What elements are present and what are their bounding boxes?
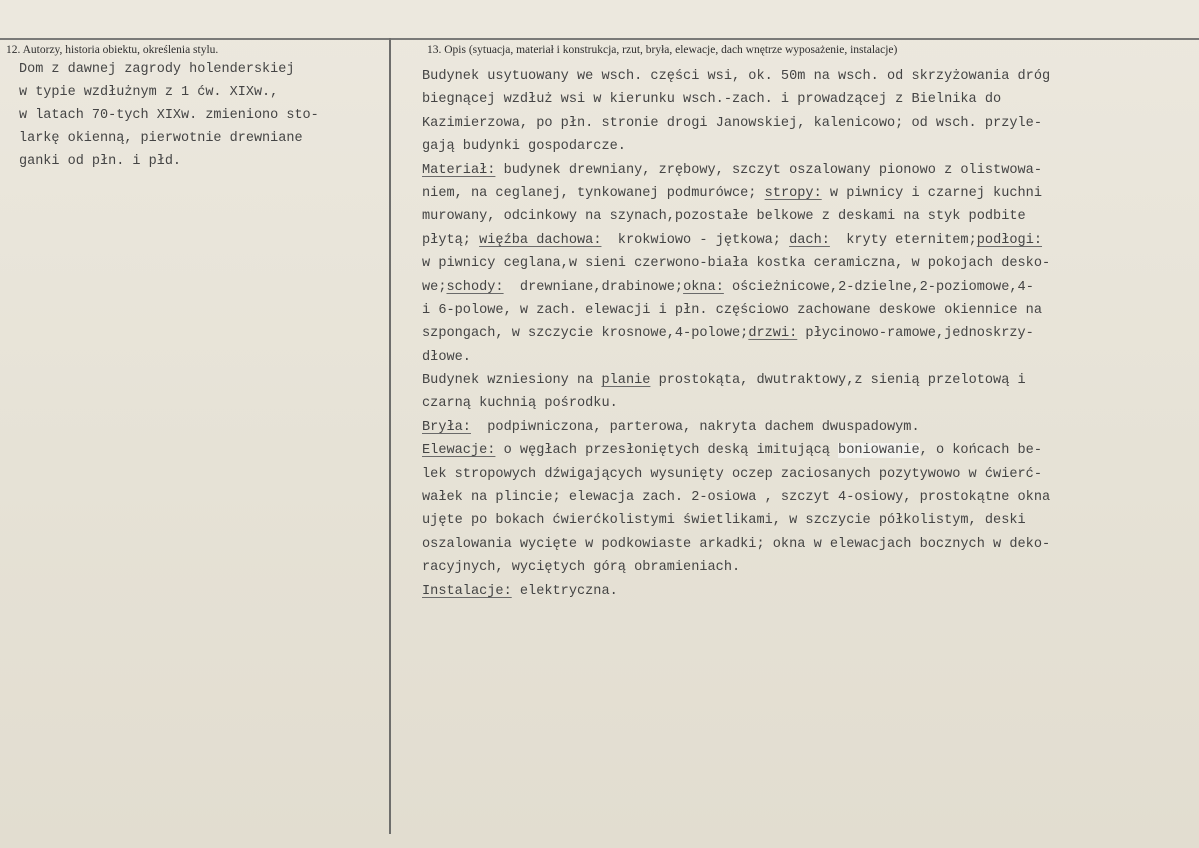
underlined-term: okna: xyxy=(683,279,724,295)
column-divider xyxy=(389,38,391,834)
text-line xyxy=(422,322,1050,345)
text-line xyxy=(422,486,1050,509)
text-segment: ujęte po bokach ćwierćkolistymi świetlikami, w szczycie półkolistym, deski xyxy=(422,513,1026,529)
text-line xyxy=(422,88,1050,111)
text-line xyxy=(422,112,1050,135)
text-segment: w piwnicy i czarnej kuchni xyxy=(821,185,1042,201)
text-segment: prostokąta, dwutraktowy,z sienią przelotową i xyxy=(650,373,1026,389)
text-segment: lek stropowych dźwigających wysunięty oczep zaciosanych pozytywowo w ćwierć- xyxy=(422,466,1042,482)
text-segment: we; xyxy=(422,279,447,295)
text-segment: wałek na plincie; elewacja zach. 2-osiowa , szczyt 4-osiowy, prostokątne okna xyxy=(422,490,1051,506)
text-segment: drewniane,drabinowe; xyxy=(503,279,684,295)
text-segment: oszalowania wycięte w podkowiaste arkadki; okna w elewacjach bocznych w deko- xyxy=(422,536,1051,552)
text-segment: murowany, odcinkowy na szynach,pozostałe belkowe z deskami na styk podbite xyxy=(422,209,1026,225)
text-line xyxy=(422,299,1050,322)
text-line: Dom z dawnej zagrody holenderskiej xyxy=(19,62,295,77)
text-segment: elektryczna. xyxy=(511,583,618,599)
underlined-term: podłogi: xyxy=(976,232,1043,248)
text-line xyxy=(422,463,1050,486)
underlined-term: schody: xyxy=(446,279,504,295)
underlined-term: Elewacje: xyxy=(422,443,496,459)
text-segment: boniowanie xyxy=(838,443,920,459)
text-line xyxy=(422,276,1050,299)
text-line xyxy=(422,392,1050,415)
text-line xyxy=(422,159,1050,182)
text-segment: czarną kuchnią pośrodku. xyxy=(422,396,618,412)
text-segment: gają budynki gospodarcze. xyxy=(422,139,626,155)
text-segment: płycinowo-ramowe,jednoskrzy- xyxy=(797,326,1034,342)
text-line xyxy=(422,533,1050,556)
text-segment: szpongach, w szczycie krosnowe,4-polowe; xyxy=(422,326,749,342)
section-13-heading: 13. Opis (sytuacja, materiał i konstrukcja, rzut, bryła, elewacje, dach wnętrze wyposażenie, instalacje) xyxy=(427,44,898,56)
section-12-heading: 12. Autorzy, historia obiektu, określenia stylu. xyxy=(6,44,219,56)
text-segment: ościeżnicowe,2-dzielne,2-poziomowe,4- xyxy=(723,279,1034,295)
text-line: w typie wzdłużnym z 1 ćw. XIXw., xyxy=(19,85,279,100)
underlined-term: drzwi: xyxy=(748,326,798,342)
text-line xyxy=(422,229,1050,252)
underlined-term: planie xyxy=(601,373,651,389)
text-line xyxy=(422,65,1050,88)
text-segment: Kazimierzowa, po płn. stronie drogi Janowskiej, kalenicowo; od wsch. przyle- xyxy=(422,115,1042,131)
text-line: larkę okienną, pierwotnie drewniane xyxy=(19,131,303,146)
text-segment: Budynek wzniesiony na xyxy=(422,373,602,389)
underlined-term: stropy: xyxy=(764,185,822,201)
text-segment: biegnącej wzdłuż wsi w kierunku wsch.-zach. i prowadzącej z Bielnika do xyxy=(422,92,1002,108)
text-line xyxy=(422,346,1050,369)
text-line xyxy=(422,509,1050,532)
text-line xyxy=(422,182,1050,205)
text-segment: niem, na ceglanej, tynkowanej podmurówce; xyxy=(422,185,765,201)
underlined-term: Materiał: xyxy=(422,162,496,178)
top-rule xyxy=(0,38,1199,40)
underlined-term: Bryła: xyxy=(422,419,471,435)
text-segment: , o końcach be- xyxy=(919,443,1042,459)
text-segment: racyjnych, wyciętych górą obramieniach. xyxy=(422,560,741,576)
section-12-text xyxy=(19,58,319,173)
section-13-text xyxy=(422,65,1050,603)
text-segment: krokwiowo - jętkowa; xyxy=(601,232,790,248)
text-segment: płytą; xyxy=(422,232,480,248)
text-line xyxy=(422,252,1050,275)
underlined-term: dach: xyxy=(789,232,830,248)
underlined-term: Instalacje: xyxy=(422,583,512,599)
text-line xyxy=(422,205,1050,228)
text-segment: budynek drewniany, zrębowy, szczyt oszalowany pionowo z olistwowa- xyxy=(495,162,1042,178)
underlined-term: więźba dachowa: xyxy=(479,232,602,248)
text-line xyxy=(422,369,1050,392)
text-segment: podpiwniczona, parterowa, nakryta dachem dwuspadowym. xyxy=(470,419,920,435)
text-line xyxy=(422,580,1050,603)
text-segment: i 6-polowe, w zach. elewacji i płn. częściowo zachowane deskowe okiennice na xyxy=(422,302,1042,318)
text-line xyxy=(422,556,1050,579)
text-segment: dłowe. xyxy=(422,349,471,365)
text-line xyxy=(422,135,1050,158)
text-line xyxy=(422,439,1050,462)
text-segment: w piwnicy ceglana,w sieni czerwono-biała kostka ceramiczna, w pokojach desko- xyxy=(422,256,1051,272)
text-segment: o węgłach przesłoniętych deską imitującą xyxy=(495,443,839,459)
text-line xyxy=(422,416,1050,439)
text-line: w latach 70-tych XIXw. zmieniono sto- xyxy=(19,108,319,123)
text-line: ganki od płn. i płd. xyxy=(19,154,182,169)
text-segment: Budynek usytuowany we wsch. części wsi, ok. 50m na wsch. od skrzyżowania dróg xyxy=(422,69,1051,84)
text-segment: kryty eternitem; xyxy=(829,232,977,248)
